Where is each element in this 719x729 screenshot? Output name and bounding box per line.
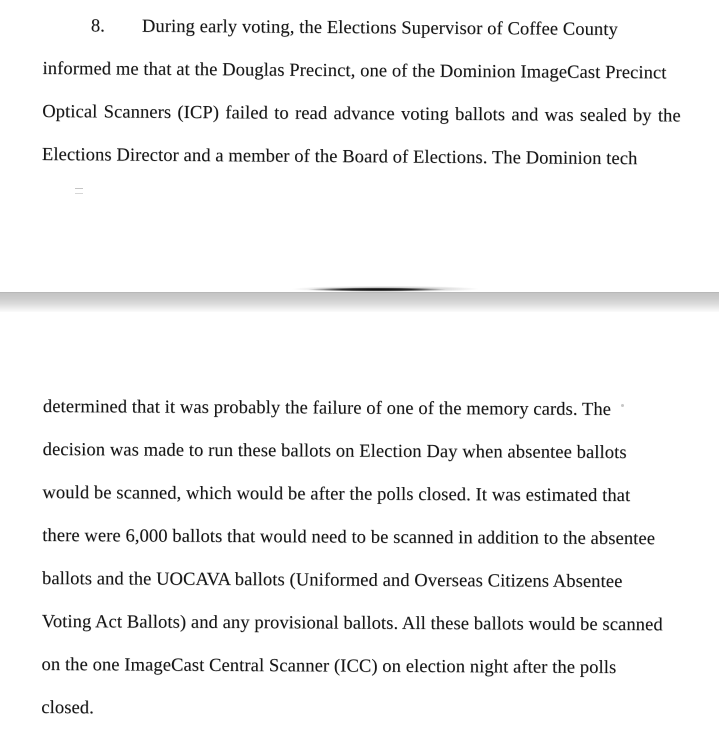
text-line: there were 6,000 ballots that would need to be scanned in addition to the absentee — [42, 525, 656, 550]
text-line: Elections Director and a member of the Board of Elections. The Dominion tech — [41, 144, 638, 170]
text-line: Optical Scanners (ICP) failed to read advance voting ballots and was sealed by the — [42, 101, 681, 127]
text-line: informed me that at the Douglas Precinct, one of the Dominion ImageCast Precinct — [42, 58, 667, 84]
text-line: Voting Act Ballots) and any provisional ballots. All these ballots would be scanned — [41, 611, 663, 636]
scan-artifact-tick — [75, 188, 83, 194]
text-line: would be scanned, which would be after the polls closed. It was estimated that — [42, 482, 631, 507]
paragraph-number: 8. — [90, 16, 105, 37]
text-line: ballots and the UOCAVA ballots (Uniformed and Overseas Citizens Absentee — [41, 568, 623, 593]
paragraph-8-top-block — [42, 5, 682, 181]
scan-artifact-gray-band — [0, 292, 719, 312]
text-line — [43, 5, 682, 52]
text-line: decision was made to run these ballots on Election Day when absentee ballots — [42, 439, 627, 464]
text-line: determined that it was probably the failure of one of the memory cards. The — [42, 396, 612, 420]
text-line-content: During early voting, the Elections Supervisor of Coffee County — [141, 16, 618, 41]
paragraph-8-bottom-block — [41, 386, 664, 729]
text-line: closed. — [41, 697, 94, 719]
text-line: on the one ImageCast Central Scanner (ICC) on election night after the polls — [41, 654, 617, 679]
